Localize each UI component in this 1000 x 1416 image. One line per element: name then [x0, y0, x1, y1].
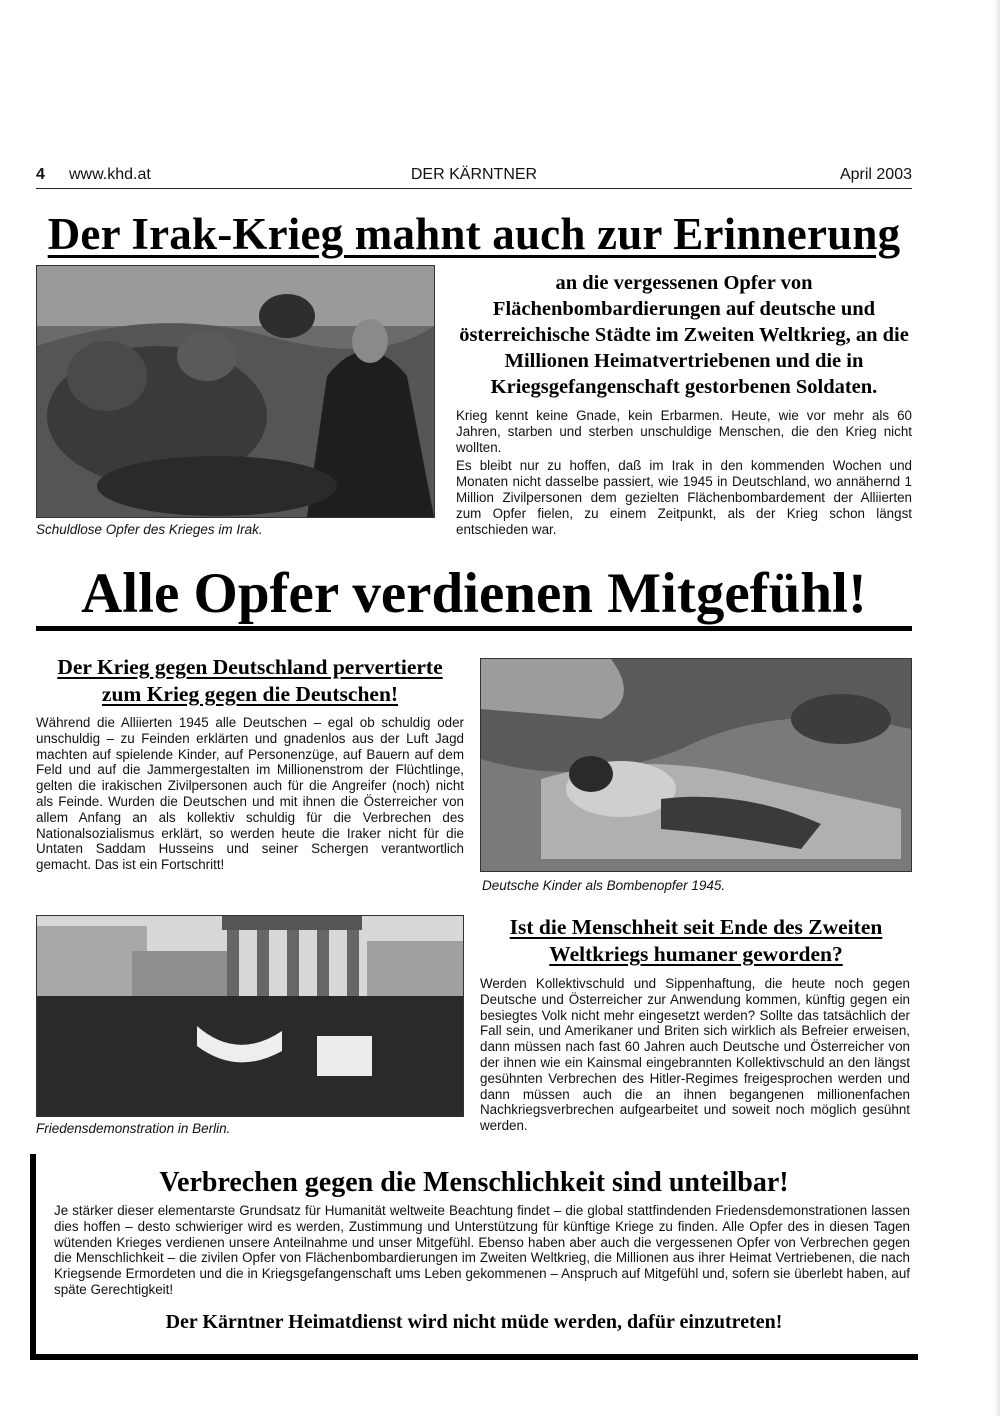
article3-body: Werden Kollektivschuld und Sippenhaftung, die heute noch gegen Deutsche und Österreicher zur Anwendung kommen, künftig gegen ein besiegtes Volk nicht mehr eingesetzt werden? Sollte das tatsächlich der Fall sein, und Amerikaner und Briten sich wirklich als Befreier erweisen, dann müssen nach fast 60 Jahren auch Deutsche und Österreicher von der ihnen wie ein Kainsmal eingebrannten Kollektivschuld an den längst gesühnten Verbrechen des Hitler-Regimes freigesprochen werden und dann müssen auch die an ihnen begangenen millionenfachen Nachkriegsverbrechen aufgearbeitet und soweit noch möglich gesühnt werden. — [480, 976, 910, 1134]
issue-date: April 2003 — [839, 166, 912, 183]
box-footer-slogan: Der Kärntner Heimatdienst wird nicht müde werden, dafür einzutreten! — [165, 1311, 783, 1333]
box-body: Je stärker dieser elementarste Grundsatz für Humanität weltweite Beachtung findet – die global stattfindenden Friedensdemonstrationen lassen dies hoffen – desto schwieriger wird es werden, Zustimmung und Unterstützung für künftige Kriege zu finden. Alle Opfer des in diesen Tagen wütenden Krieges verdienen unsere Anteilnahme und unser Mitgefühl. Ebenso haben aber auch die vergessenen Opfer von Verbrechen gegen die Menschlichkeit – die zivilen Opfer von Flächenbombardierungen im Zweiten Weltkrieg, die Millionen aus ihrer Heimat Vertriebenen, die nach Kriegsende Ermordeten und die in Kriegsgefangenschaft ums Leben gekommenen – Anspruch auf Mitgefühl und, sofern sie überlebt haben, auf späte Gerechtigkeit! — [54, 1203, 910, 1297]
photo-caption-iraq: Schuldlose Opfer des Krieges im Irak. — [36, 522, 263, 537]
photo-caption-berlin: Friedensdemonstration in Berlin. — [36, 1121, 231, 1136]
photo-child-bomb-victims — [480, 658, 912, 872]
website-url: www.khd.at — [69, 166, 151, 183]
box-headline: Verbrechen gegen die Menschlichkeit sind unteilbar! — [159, 1167, 789, 1198]
headline-iraq-war: Der Irak-Krieg mahnt auch zur Erinnerung — [47, 209, 901, 259]
photo-berlin-demonstration — [36, 915, 464, 1117]
headline-rule — [36, 626, 912, 631]
article2-body: Während die Alliierten 1945 alle Deutschen – egal ob schuldig oder unschuldig – zu Feinden erklärten und gnadenlos aus der Luft Jagd machten auf spielende Kinder, auf Personenzüge, auf Bauern auf dem Feld und auf die Jammergestalten im Millionenstrom der Flüchtlinge, gelten die irakischen Zivilpersonen auch für die Angreifer (noch) nicht als Feinde. Wurden die Deutschen und mit ihnen die Österreicher von allem Anfang an als kollektiv schuldig für die Verbrechen des Nationalsozialismus erklärt, so werden heute die Iraker nicht für die Untaten Saddam Husseins und seiner Schergen verantwortlich gemacht. Das ist ein Fortschritt! — [36, 715, 464, 873]
article-deck: an die vergessenen Opfer von Flächenbombardierungen auf deutsche und österreichische Städte im Zweiten Weltkrieg, an die Millionen Heimatvertriebenen und die in Kriegsgefangenschaft gestorbenen Soldaten. — [459, 272, 909, 398]
page-number: 4 — [36, 166, 45, 183]
running-header — [36, 166, 912, 189]
article1-paragraph: Krieg kennt keine Gnade, kein Erbarmen. Heute, wie vor mehr als 60 Jahren, starben und sterben unschuldige Menschen, die den Krieg nicht wollten. — [456, 408, 912, 455]
photo-caption-children: Deutsche Kinder als Bombenopfer 1945. — [482, 878, 726, 893]
main-headline: Alle Opfer verdienen Mitgefühl! — [81, 562, 867, 625]
article1-paragraph: Es bleibt nur zu hoffen, daß im Irak in den kommenden Wochen und Monaten nicht dasselbe passiert, wie 1945 in Deutschland, wo annähernd 1 Million Zivilpersonen dem gezielten Flächenbombardement der Alliierten zum Opfer fielen, zu einem Zeitpunkt, als der Krieg schon längst entschieden war. — [456, 458, 912, 537]
newspaper-name: DER KÄRNTNER — [410, 166, 538, 183]
article1-body — [456, 408, 912, 540]
headline-humanity-question: Ist die Menschheit seit Ende des Zweiten Weltkriegs humaner geworden? — [509, 915, 883, 966]
page-edge — [994, 0, 1000, 1416]
photo-iraq-victims — [36, 265, 435, 518]
headline-war-against-germans: Der Krieg gegen Deutschland pervertierte zum Krieg gegen die Deutschen! — [57, 655, 443, 706]
